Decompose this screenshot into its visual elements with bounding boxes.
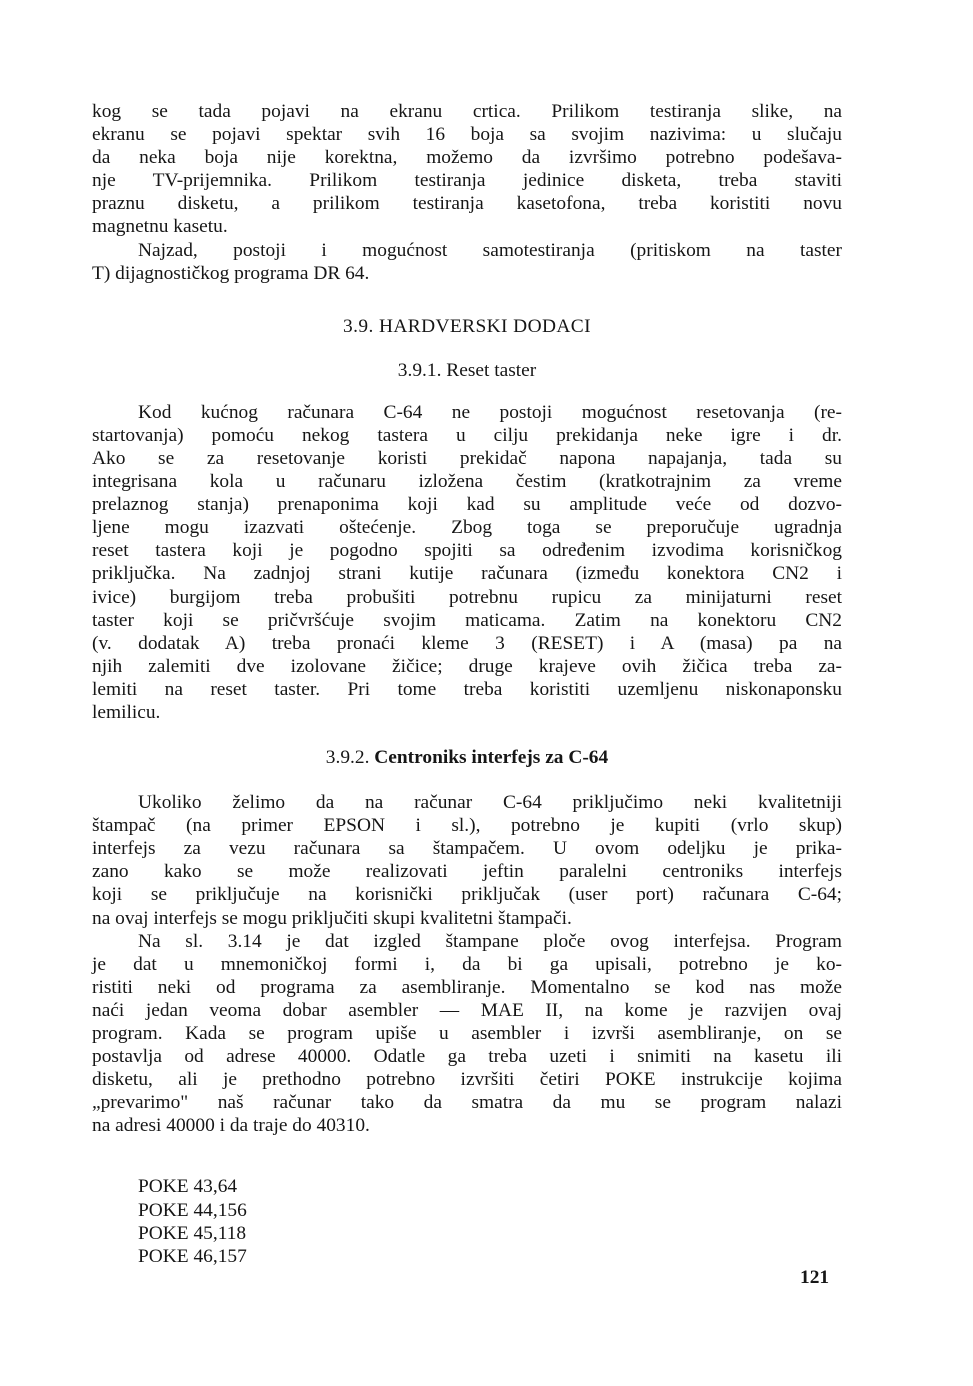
subsection-heading-reset [92, 359, 842, 382]
text-line: ljene mogu izazvati oštećenje. Zbog toga se preporučuje ugradnja [92, 517, 842, 539]
text-line: je dat u mnemoničkoj formi i, da bi ga upisali, potrebno je ko- [92, 953, 842, 975]
subsection-number: 3.9.2. [325, 747, 370, 769]
text-line: prelaznog stanja) prenaponima koji kad su amplitude veće od dozvo- [92, 494, 842, 516]
text-line: program. Kada se program upiše u asembler i izvrši asembliranje, on se [92, 1023, 842, 1044]
centroniks-paragraph-1 [92, 791, 842, 930]
text-line: Najzad, postoji i mogućnost samotestiranja (pritiskom na taster [138, 239, 842, 261]
text-line: magnetnu kasetu. [92, 216, 228, 238]
page-number: 121 [800, 1267, 830, 1288]
text-line: Kod kućnog računara C-64 ne postoji mogućnost resetovanja (re- [138, 401, 842, 423]
centroniks-paragraph-2 [92, 930, 842, 1138]
text-line: integrisana kola u računaru izložena čestim (kratkotrajnim za vreme [92, 471, 842, 493]
text-line: disketu, ali je prethodno potrebno izvršiti četiri POKE instrukcije kojima [92, 1069, 842, 1091]
text-line: ristiti neki od programa za asembliranje. Momentalno se kod nas može [92, 976, 842, 998]
section-heading: 3.9. HARDVERSKI DODACI [343, 315, 591, 337]
text-line: ivice) burgijom treba probušiti potrebnu rupicu za minijaturni reset [92, 586, 842, 608]
text-line: lemilicu. [92, 701, 161, 723]
text-line: zano kako se može realizovati jeftin paralelni centroniks interfejs [92, 861, 842, 883]
text-line: štampač (na primer EPSON i sl.), potrebno je kupiti (vrlo skup) [92, 815, 842, 837]
text-line: Na sl. 3.14 je dat izgled štampane ploče ovog interfejsa. Program [138, 930, 842, 952]
self-test-paragraph [92, 239, 842, 285]
text-line: reset tastera koji je pogodno spojiti sa određenim izvodima korisničkog [92, 540, 842, 562]
text-line: postavlja od adrese 40000. Odatle ga treba uzeti i snimiti na kasetu ili [92, 1046, 842, 1068]
subsection-number: 3.9.1. [397, 359, 442, 381]
subsection-heading-centroniks [92, 746, 842, 769]
text-line: taster koji se pričvršćuje svojim maticama. Zatim na konektoru CN2 [92, 609, 842, 631]
text-line: „prevarimo" naš računar tako da smatra da mu se program nalazi [92, 1092, 842, 1114]
subsection-title: Reset taster [446, 359, 537, 381]
text-line: startovanja) pomoću nekog tastera u cilju prekidanja neke igre i dr. [92, 424, 842, 446]
poke-line: POKE 45,118 [138, 1223, 247, 1245]
poke-line: POKE 44,156 [138, 1199, 247, 1221]
text-line: nje TV-prijemnika. Prilikom testiranja jedinice disketa, treba staviti [92, 170, 842, 192]
text-line: Ukoliko želimo da na računar C-64 priključimo neki kvalitetniji [138, 792, 842, 814]
text-line: koji se priključuje na korisnički priključak (user port) računara C-64; [92, 884, 842, 906]
text-line: T) dijagnostičkog programa DR 64. [92, 262, 370, 284]
reset-paragraph [92, 401, 842, 724]
poke-line: POKE 46,157 [138, 1246, 247, 1268]
poke-line: POKE 43,64 [138, 1176, 238, 1198]
text-line: praznu disketu, a prilikom testiranja kasetofona, treba koristiti novu [92, 193, 842, 215]
text-line: (v. dodatak A) treba pronaći kleme 3 (RESET) i A (masa) pa na [92, 632, 842, 654]
text-line: naći jedan veoma dobar asembler — MAE II, na kome je razvijen ovaj [92, 999, 842, 1021]
text-line: priključka. Na zadnjoj strani kutije računara (između konektora CN2 i [92, 563, 842, 585]
text-line: njih zalemiti dve izolovane žičice; druge krajeve ovih žičica treba za- [92, 655, 842, 677]
text-line: kog se tada pojavi na ekranu crtica. Prilikom testiranja slike, na [92, 101, 842, 122]
text-line: na ovaj interfejs se mogu priključiti skupi kvalitetni štampači. [92, 907, 572, 929]
subsection-title: Centroniks interfejs za C-64 [374, 747, 609, 769]
text-line: ekranu se pojavi spektar svih 16 boja sa svojim nazivima: u slučaju [92, 124, 842, 146]
intro-paragraph [92, 100, 842, 239]
text-line: interfejs za vezu računara sa štampačem. U ovom odeljku je prika- [92, 838, 842, 860]
poke-instructions [92, 1175, 842, 1268]
text-line: na adresi 40000 i da traje do 40310. [92, 1115, 370, 1137]
text-line: da neka boja nije korektna, možemo da izvršimo potrebno podešava- [92, 147, 842, 169]
text-line: lemiti na reset taster. Pri tome treba koristiti uzemljenu niskonaponsku [92, 678, 842, 700]
book-page [92, 100, 842, 1269]
text-line: Ako se za resetovanje koristi prekidač napona napajanja, tada su [92, 447, 842, 469]
